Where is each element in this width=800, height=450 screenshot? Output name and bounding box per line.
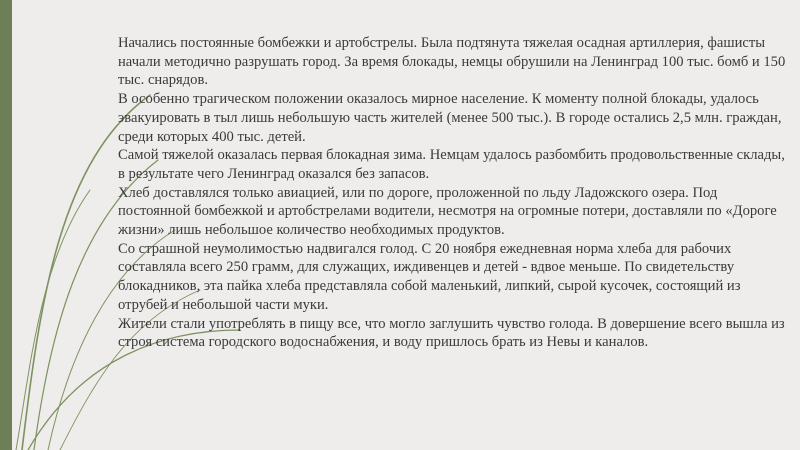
paragraph: Хлеб доставлялся только авиацией, или по дороге, проложенной по льду Ладожского озера. Под постоянной бомбежкой и артобстрелами водители, несмотря на огромные потери, доставляли по «Дороге жизни» лишь небольшое количество необходимых продуктов.	[118, 184, 777, 239]
paragraph: Самой тяжелой оказалась первая блокадная зима. Немцам удалось разбомбить продовольственные склады, в результате чего Ленинград оказался без запасов.	[118, 147, 785, 182]
paragraph: Жители стали употреблять в пищу все, что могло заглушить чувство голода. В довершение всего вышла из строя система городского водоснабжения, и воду пришлось брать из Невы и каналов.	[118, 315, 785, 351]
body-text	[118, 34, 788, 352]
paragraph: Со страшной неумолимостью надвигался голод. С 20 ноября ежедневная норма хлеба для рабочих составляла всего 250 грамм, для служащих, иждивенцев и детей - вдвое меньше. По свидетельству блокадников, эта пайка хлеба представляла собой маленький, липкий, сырой кусочек, состоящий из отрубей и небольшой части муки.	[118, 240, 741, 313]
paragraph: Начались постоянные бомбежки и артобстрелы. Была подтянута тяжелая осадная артиллерия, фашисты начали методично разрушать город. За время блокады, немцы обрушили на Ленинград 100 тыс. бомб и 150 тыс. снарядов.	[118, 35, 786, 89]
paragraph: В особенно трагическом положении оказалось мирное население. К моменту полной блокады, удалось эвакуировать в тыл лишь небольшую часть жителей (менее 500 тыс.). В городе остались 2,5 млн. граждан, среди которых 400 тыс. детей.	[118, 91, 782, 145]
